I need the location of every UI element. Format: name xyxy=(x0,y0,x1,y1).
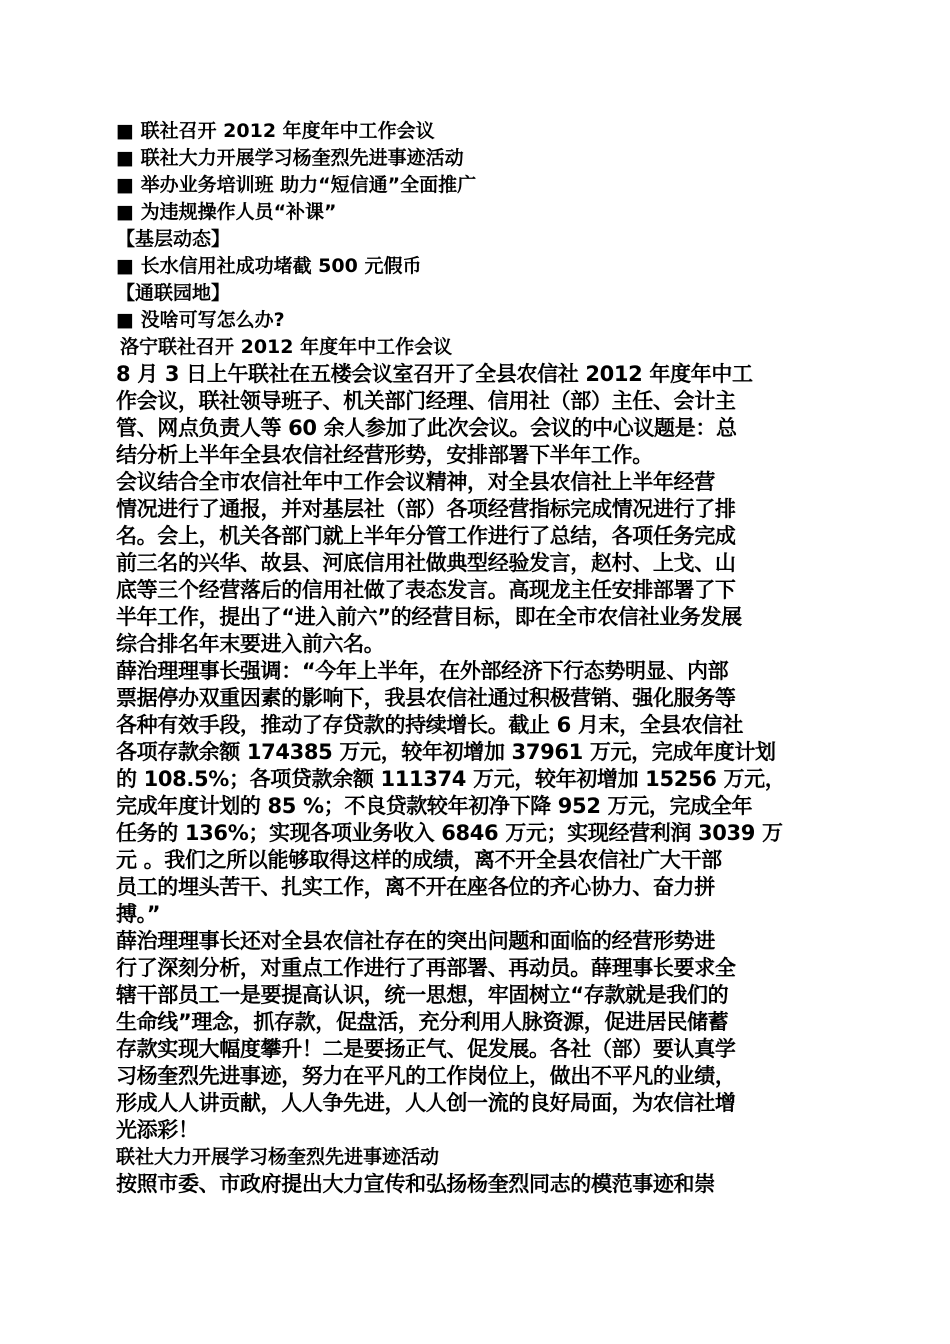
paragraph-line: 形成人人讲贡献，人人争先进，人人创一流的良好局面，为农信社增 xyxy=(116,1091,736,1115)
paragraph-line: 光添彩！ xyxy=(116,1118,199,1142)
paragraph-line: 任务的 136%；实现各项业务收入 6846 万元；实现经营利润 3039 万 xyxy=(116,821,783,845)
paragraph-line: 情况进行了通报，并对基层社（部）各项经营指标完成情况进行了排 xyxy=(116,497,736,521)
toc-item: ■ 联社召开 2012 年度年中工作会议 xyxy=(116,120,435,142)
paragraph-line: 名。会上，机关各部门就上半年分管工作进行了总结，各项任务完成 xyxy=(116,524,736,548)
toc-section-heading: 【通联园地】 xyxy=(116,282,231,304)
toc-item: ■ 举办业务培训班 助力“短信通”全面推广 xyxy=(116,174,477,196)
paragraph-line: 生命线”理念，抓存款，促盘活，充分利用人脉资源，促进居民储蓄 xyxy=(116,1010,729,1034)
paragraph-line: 元 。我们之所以能够取得这样的成绩，离不开全县农信社广大干部 xyxy=(116,848,722,872)
toc-item: ■ 长水信用社成功堵截 500 元假币 xyxy=(116,255,422,277)
paragraph-line: 前三名的兴华、故县、河底信用社做典型经验发言，赵村、上戈、山 xyxy=(116,551,736,575)
paragraph-line: 按照市委、市政府提出大力宣传和弘扬杨奎烈同志的模范事迹和崇 xyxy=(116,1172,715,1196)
paragraph-line: 综合排名年末要进入前六名。 xyxy=(116,632,385,656)
paragraph-line: 完成年度计划的 85 %；不良贷款较年初净下降 952 万元，完成全年 xyxy=(116,794,753,818)
paragraph-line: 管、网点负责人等 60 余人参加了此次会议。会议的中心议题是：总 xyxy=(116,416,737,440)
paragraph-line: 会议结合全市农信社年中工作会议精神，对全县农信社上半年经营 xyxy=(116,470,715,494)
paragraph-line: 8 月 3 日上午联社在五楼会议室召开了全县农信社 2012 年度年中工 xyxy=(116,362,753,386)
article-2-body xyxy=(116,1171,840,1198)
paragraph-line: 底等三个经营落后的信用社做了表态发言。高现龙主任安排部署了下 xyxy=(116,578,736,602)
paragraph-line: 各种有效手段，推动了存贷款的持续增长。截止 6 月末，全县农信社 xyxy=(116,713,744,737)
paragraph-line: 辖干部员工一是要提高认识，统一思想，牢固树立“存款就是我们的 xyxy=(116,983,729,1007)
toc-item: ■ 联社大力开展学习杨奎烈先进事迹活动 xyxy=(116,147,464,169)
toc-section-heading: 【基层动态】 xyxy=(116,228,231,250)
article-2-title: 联社大力开展学习杨奎烈先进事迹活动 xyxy=(116,1146,440,1168)
paragraph-line: 薛治理理事长强调：“今年上半年，在外部经济下行态势明显、内部 xyxy=(116,659,729,683)
toc-item: ■ 没啥可写怎么办? xyxy=(116,309,285,331)
article-title xyxy=(116,334,840,361)
paragraph-line: 搏。” xyxy=(116,902,161,926)
paragraph-line: 存款实现大幅度攀升！二是要扬正气、促发展。各社（部）要认真学 xyxy=(116,1037,736,1061)
document-page xyxy=(116,118,840,1198)
table-of-contents xyxy=(116,118,840,334)
paragraph-line: 各项存款余额 174385 万元，较年初增加 37961 万元，完成年度计划 xyxy=(116,740,776,764)
paragraph-line: 结分析上半年全县农信社经营形势，安排部署下半年工作。 xyxy=(116,443,653,467)
paragraph-line: 的 108.5%；各项贷款余额 111374 万元，较年初增加 15256 万元， xyxy=(116,767,786,791)
paragraph-line: 习杨奎烈先进事迹，努力在平凡的工作岗位上，做出不平凡的业绩， xyxy=(116,1064,736,1088)
article-1-title: 洛宁联社召开 2012 年度年中工作会议 xyxy=(120,336,453,358)
toc-item: ■ 为违规操作人员“补课” xyxy=(116,201,337,223)
paragraph-line: 行了深刻分析，对重点工作进行了再部署、再动员。薛理事长要求全 xyxy=(116,956,736,980)
paragraph-line: 员工的埋头苦干、扎实工作，离不开在座各位的齐心协力、奋力拼 xyxy=(116,875,715,899)
article-1-body xyxy=(116,361,840,1144)
paragraph-line: 薛治理理事长还对全县农信社存在的突出问题和面临的经营形势进 xyxy=(116,929,715,953)
article-title xyxy=(116,1144,840,1171)
paragraph-line: 票据停办双重因素的影响下，我县农信社通过积极营销、强化服务等 xyxy=(116,686,736,710)
paragraph-line: 半年工作，提出了“进入前六”的经营目标，即在全市农信社业务发展 xyxy=(116,605,742,629)
paragraph-line: 作会议，联社领导班子、机关部门经理、信用社（部）主任、会计主 xyxy=(116,389,736,413)
